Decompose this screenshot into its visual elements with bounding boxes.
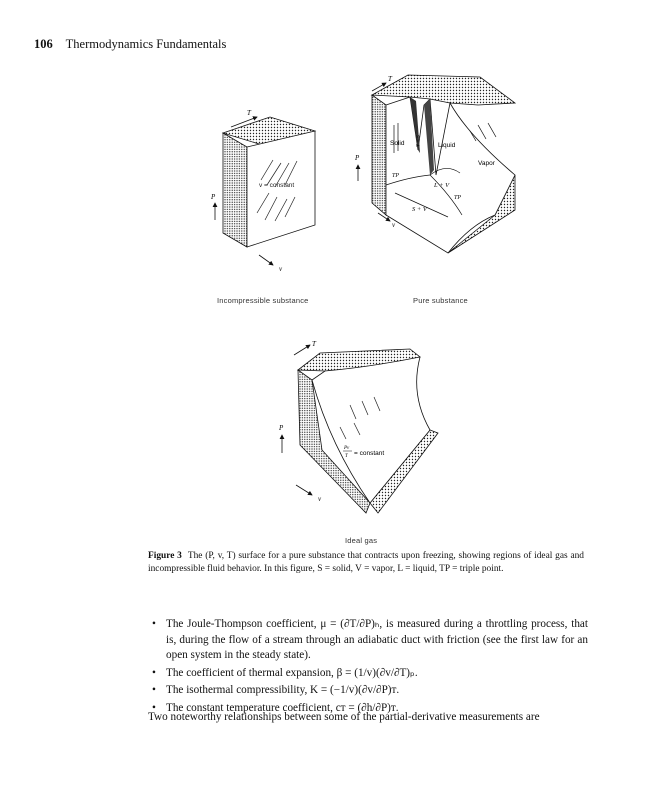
ideal-axis-v-arrow bbox=[296, 485, 312, 495]
pure-surface bbox=[386, 97, 515, 253]
ideal-axis-v: v bbox=[318, 495, 322, 503]
incompressible-axis-P: P bbox=[211, 193, 216, 201]
pure-region-lv: L + V bbox=[434, 182, 450, 189]
caption-label: Figure 3 bbox=[148, 551, 182, 561]
running-header bbox=[34, 37, 226, 52]
bullet-joule-thompson: • The Joule-Thompson coefficient, μ = (∂T/∂P)ₕ, is measured during a throttling process, that is, during the flow of a stream through an adiabatic duct with friction (see the first law for an open system in the steady state). bbox=[148, 617, 588, 664]
bullet-constant-temperature-coefficient: • The constant temperature coefficient, cᴛ = (∂h/∂P)ᴛ. bbox=[148, 701, 588, 717]
incompressible-annotation: v = constant bbox=[259, 182, 295, 189]
pure-region-sl: S + L bbox=[414, 135, 420, 148]
incompressible-axis-v-arrow bbox=[259, 255, 273, 265]
pure-region-liquid: Liquid bbox=[438, 142, 456, 149]
incompressible-side-face bbox=[223, 133, 247, 247]
incompressible-label: Incompressible substance bbox=[217, 296, 309, 305]
ideal-annotation-num: Pv bbox=[344, 446, 350, 451]
pure-region-vapor: Vapor bbox=[478, 160, 495, 167]
ideal-axis-T-arrow bbox=[294, 345, 310, 355]
ideal-annotation-rest: = constant bbox=[354, 450, 385, 457]
pure-axis-v: v bbox=[392, 221, 396, 229]
pure-tp-right: TP bbox=[454, 195, 462, 201]
figure-pure-substance bbox=[350, 65, 530, 280]
figure-caption bbox=[148, 550, 584, 575]
ideal-axis-P: P bbox=[279, 424, 284, 432]
caption-text: The (P, v, T) surface for a pure substance that contracts upon freezing, showing regions of ideal gas and incompressible fluid behavior. In this figure, S = solid, V = vapor, L = liquid, TP = triple point. bbox=[148, 551, 584, 574]
incompressible-front-face bbox=[247, 131, 315, 247]
figure-ideal-gas bbox=[270, 335, 450, 525]
pure-top-face bbox=[372, 75, 515, 105]
pure-tp-left: TP bbox=[392, 173, 400, 179]
pure-axis-P: P bbox=[355, 154, 360, 162]
pure-axis-T: T bbox=[388, 75, 392, 83]
closing-paragraph: Two noteworthy relationships between some of the partial-derivative measurements are bbox=[148, 711, 540, 723]
ideal-axis-T: T bbox=[312, 340, 316, 348]
incompressible-axis-v: v bbox=[279, 265, 283, 273]
ideal-annotation-den: T bbox=[345, 454, 348, 459]
pure-region-solid: Solid bbox=[390, 140, 405, 147]
page-number: 106 bbox=[34, 37, 53, 51]
figure-incompressible bbox=[195, 105, 345, 285]
pure-region-sv: S + V bbox=[412, 206, 427, 213]
pure-left-face bbox=[372, 95, 386, 215]
ideal-surface bbox=[312, 357, 430, 503]
running-title: Thermodynamics Fundamentals bbox=[65, 37, 227, 51]
bullet-thermal-expansion: • The coefficient of thermal expansion, β = (1/v)(∂v/∂T)ₚ. bbox=[148, 666, 588, 682]
ideal-label: Ideal gas bbox=[345, 536, 378, 545]
incompressible-axis-T: T bbox=[247, 109, 251, 117]
pure-label: Pure substance bbox=[413, 296, 468, 305]
bullet-isothermal-compressibility: • The isothermal compressibility, K = (−1/v)(∂v/∂P)ᴛ. bbox=[148, 683, 588, 699]
bullet-list bbox=[148, 617, 588, 718]
